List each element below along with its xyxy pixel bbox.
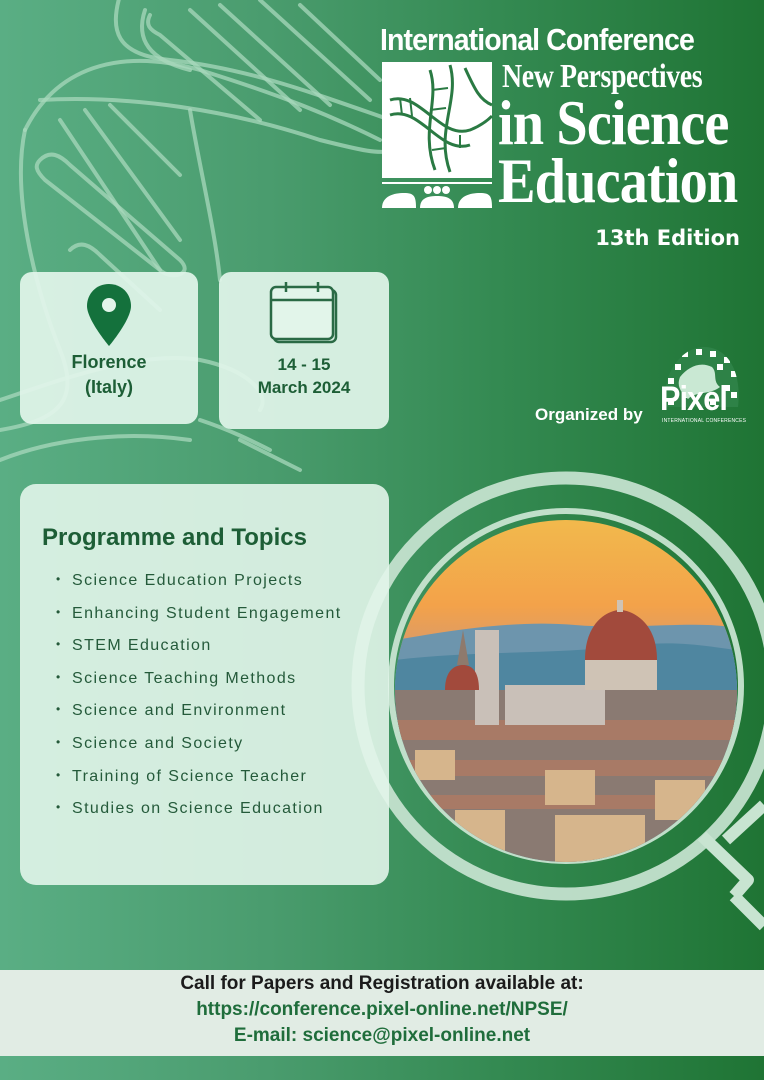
- title-line-international-conference: International Conference: [380, 22, 694, 57]
- date-card: [219, 272, 389, 429]
- title-line-in-science: in Science: [498, 87, 729, 158]
- edition-label: 13th Edition: [595, 226, 740, 250]
- topic-item: • Science Teaching Methods: [56, 669, 297, 687]
- bullet-icon: •: [56, 669, 62, 684]
- location-card: [20, 272, 198, 424]
- pixel-brand-name: Pixel: [660, 380, 727, 418]
- calendar-icon: [268, 282, 340, 348]
- topic-item: • Science Education Projects: [56, 572, 304, 589]
- conference-url-link[interactable]: https://conference.pixel-online.net/NPSE/: [196, 999, 568, 1020]
- location-city: Florence: [71, 352, 147, 372]
- bullet-icon: •: [56, 604, 62, 619]
- date-month-year: March 2024: [257, 378, 351, 397]
- bullet-icon: •: [56, 734, 62, 749]
- programme-and-topics-panel: [20, 484, 389, 885]
- topic-item: • Training of Science Teacher: [56, 767, 308, 785]
- title-line-education: Education: [498, 145, 738, 216]
- topic-item: • Science and Environment: [56, 702, 287, 720]
- bullet-icon: •: [56, 767, 62, 782]
- bullet-icon: •: [56, 572, 62, 586]
- contact-email-link[interactable]: E-mail: science@pixel-online.net: [233, 1025, 531, 1046]
- organized-by-label: Organized by: [535, 405, 643, 424]
- topic-item: • Science and Society: [56, 734, 244, 752]
- topic-item: • STEM Education: [56, 637, 212, 655]
- bullet-icon: •: [56, 702, 62, 717]
- topic-item: • Studies on Science Education: [56, 800, 324, 818]
- pixel-tagline: INTERNATIONAL CONFERENCES: [662, 418, 747, 424]
- bullet-icon: •: [56, 637, 62, 652]
- bullet-icon: •: [56, 800, 62, 815]
- location-country: (Italy): [84, 377, 133, 397]
- florence-skyline-photo: [395, 520, 737, 862]
- programme-title: Programme and Topics: [42, 524, 307, 551]
- map-pin-icon: [87, 284, 131, 346]
- topics-list: [56, 572, 342, 833]
- call-for-papers-text: Call for Papers and Registration available at:: [180, 973, 584, 994]
- footer-call-for-papers: [0, 970, 764, 1056]
- dna-audience-logo-icon: [380, 60, 494, 210]
- florence-skyline-illustration-icon: [395, 520, 737, 862]
- topic-item: • Enhancing Student Engagement: [56, 604, 342, 622]
- date-days: 14 - 15: [277, 355, 331, 374]
- title-line-new-perspectives: New Perspectives: [502, 58, 703, 95]
